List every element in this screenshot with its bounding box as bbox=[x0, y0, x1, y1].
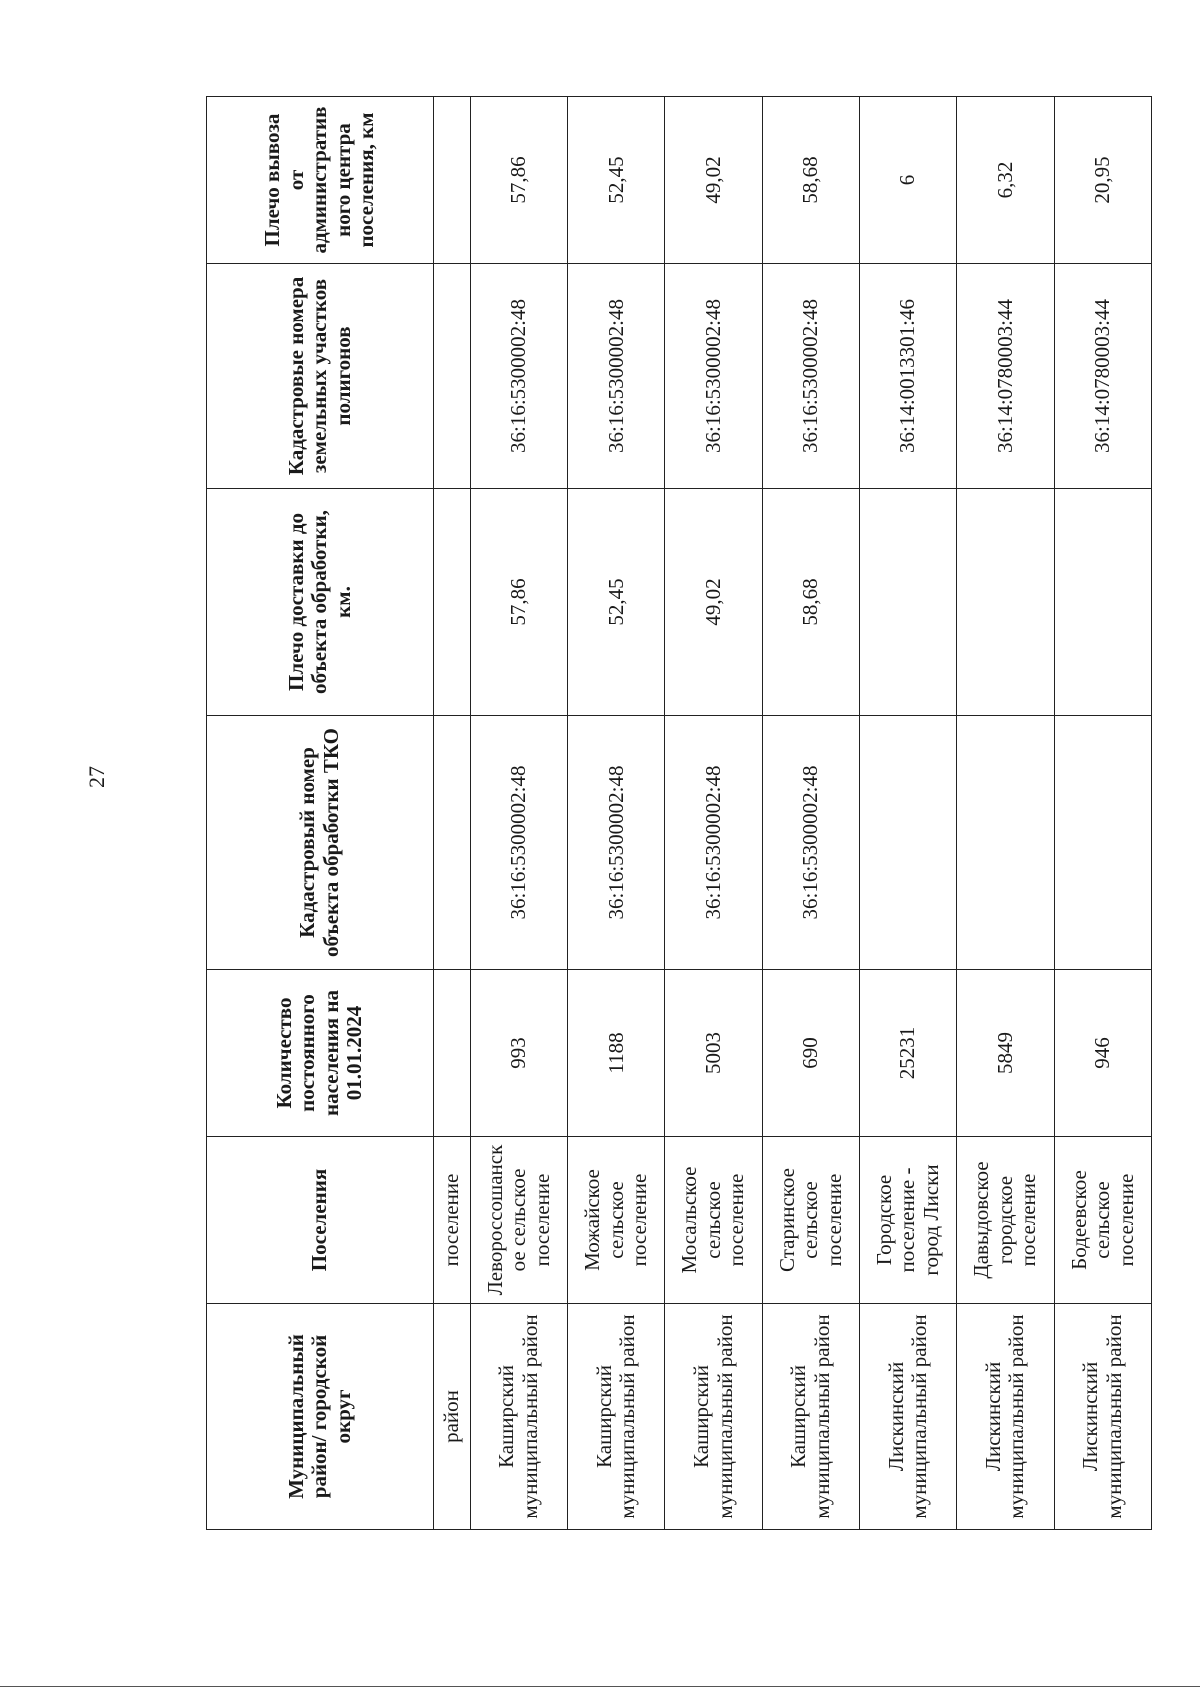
population-cell: 946 bbox=[1054, 970, 1151, 1137]
settlement-cell: Городское поселение - город Лиски bbox=[860, 1137, 957, 1304]
settlement-cell: Левороссошанское сельское поселение bbox=[470, 1137, 567, 1304]
district-cell: Каширский муниципальный район bbox=[665, 1304, 762, 1530]
district-cell: Лискинский муниципальный район bbox=[957, 1304, 1054, 1530]
processing-cadastral-cell bbox=[957, 716, 1054, 970]
table-cell: район bbox=[433, 1304, 470, 1530]
table-row bbox=[957, 97, 1054, 1530]
processing-cadastral-cell: 36:16:5300002:48 bbox=[665, 716, 762, 970]
header-removal-distance: Плечо вывоза от административного центра поселения, км bbox=[207, 97, 434, 264]
settlement-cell: Давыдовское городское поселение bbox=[957, 1137, 1054, 1304]
header-delivery-distance: Плечо доставки до объекта обработки, км. bbox=[207, 489, 434, 716]
population-cell: 5849 bbox=[957, 970, 1054, 1137]
table-container bbox=[206, 97, 1152, 1530]
header-processing-cadastral: Кадастровый номер объекта обработки ТКО bbox=[207, 716, 434, 970]
table-cell bbox=[433, 264, 470, 489]
delivery-distance-cell bbox=[860, 489, 957, 716]
table-cell bbox=[433, 970, 470, 1137]
delivery-distance-cell bbox=[1054, 489, 1151, 716]
continuation-row bbox=[433, 97, 470, 1530]
landfill-cadastral-cell: 36:14:0780003:44 bbox=[957, 264, 1054, 489]
population-cell: 5003 bbox=[665, 970, 762, 1137]
page-number: 27 bbox=[84, 766, 109, 788]
landfill-cadastral-cell: 36:16:5300002:48 bbox=[665, 264, 762, 489]
delivery-distance-cell: 49,02 bbox=[665, 489, 762, 716]
table-row bbox=[860, 97, 957, 1530]
processing-cadastral-cell: 36:16:5300002:48 bbox=[568, 716, 665, 970]
population-cell: 690 bbox=[762, 970, 859, 1137]
district-cell: Лискинский муниципальный район bbox=[860, 1304, 957, 1530]
bottom-rule bbox=[0, 1686, 1200, 1687]
header-landfill-cadastral: Кадастровые номера земельных участков полигонов bbox=[207, 264, 434, 489]
processing-cadastral-cell: 36:16:5300002:48 bbox=[470, 716, 567, 970]
header-settlement: Поселения bbox=[207, 1137, 434, 1304]
delivery-distance-cell: 57,86 bbox=[470, 489, 567, 716]
header-population: Количество постоянного населения на 01.01.2024 bbox=[207, 970, 434, 1137]
removal-distance-cell: 6,32 bbox=[957, 97, 1054, 264]
table-header-row bbox=[207, 97, 434, 1530]
table-row bbox=[470, 97, 567, 1530]
processing-cadastral-cell bbox=[1054, 716, 1151, 970]
settlement-cell: Старинское сельское поселение bbox=[762, 1137, 859, 1304]
removal-distance-cell: 57,86 bbox=[470, 97, 567, 264]
header-district: Муниципальный район/ городской округ bbox=[207, 1304, 434, 1530]
table-cell bbox=[433, 97, 470, 264]
landfill-cadastral-cell: 36:16:5300002:48 bbox=[470, 264, 567, 489]
table-row bbox=[762, 97, 859, 1530]
table-row bbox=[568, 97, 665, 1530]
removal-distance-cell: 20,95 bbox=[1054, 97, 1151, 264]
population-cell: 993 bbox=[470, 970, 567, 1137]
delivery-distance-cell: 52,45 bbox=[568, 489, 665, 716]
landfill-cadastral-cell: 36:16:5300002:48 bbox=[762, 264, 859, 489]
removal-distance-cell: 58,68 bbox=[762, 97, 859, 264]
district-cell: Лискинский муниципальный район bbox=[1054, 1304, 1151, 1530]
settlement-cell: Можайское сельское поселение bbox=[568, 1137, 665, 1304]
population-cell: 1188 bbox=[568, 970, 665, 1137]
removal-distance-cell: 49,02 bbox=[665, 97, 762, 264]
settlement-cell: Мосальское сельское поселение bbox=[665, 1137, 762, 1304]
settlement-cell: Бодеевское сельское поселение bbox=[1054, 1137, 1151, 1304]
data-table bbox=[206, 96, 1152, 1530]
district-cell: Каширский муниципальный район bbox=[762, 1304, 859, 1530]
processing-cadastral-cell: 36:16:5300002:48 bbox=[762, 716, 859, 970]
table-cell bbox=[433, 716, 470, 970]
landfill-cadastral-cell: 36:14:0013301:46 bbox=[860, 264, 957, 489]
processing-cadastral-cell bbox=[860, 716, 957, 970]
landfill-cadastral-cell: 36:16:5300002:48 bbox=[568, 264, 665, 489]
table-row bbox=[665, 97, 762, 1530]
table-row bbox=[1054, 97, 1151, 1530]
district-cell: Каширский муниципальный район bbox=[568, 1304, 665, 1530]
delivery-distance-cell bbox=[957, 489, 1054, 716]
landfill-cadastral-cell: 36:14:0780003:44 bbox=[1054, 264, 1151, 489]
removal-distance-cell: 6 bbox=[860, 97, 957, 264]
table-cell: поселение bbox=[433, 1137, 470, 1304]
table-cell bbox=[433, 489, 470, 716]
population-cell: 25231 bbox=[860, 970, 957, 1137]
district-cell: Каширский муниципальный район bbox=[470, 1304, 567, 1530]
delivery-distance-cell: 58,68 bbox=[762, 489, 859, 716]
removal-distance-cell: 52,45 bbox=[568, 97, 665, 264]
